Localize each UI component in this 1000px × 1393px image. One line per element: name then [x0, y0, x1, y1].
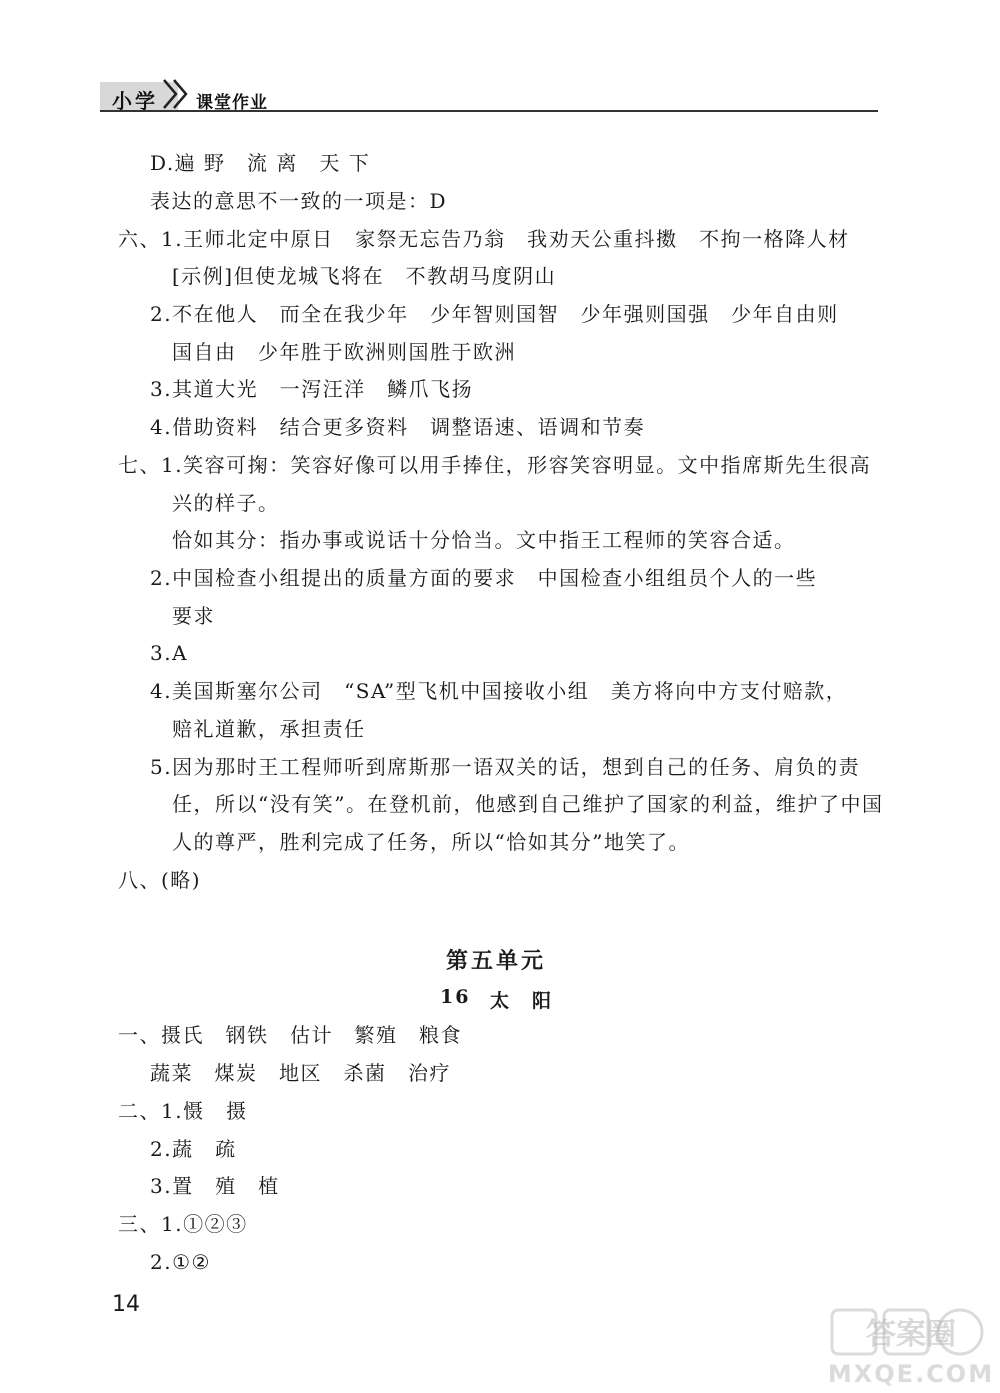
answer-line-section-three: 三、1.①②③ [118, 1212, 248, 1236]
answer-line-section-seven: 七、1.笑容可掬：笑容好像可以用手捧住，形容笑容明显。文中指席斯先生很高 [118, 453, 872, 477]
answer-line: 2.蔬 疏 [150, 1137, 237, 1161]
answer-line: 要求 [172, 604, 215, 628]
answer-line-section-two: 二、1.慑 摄 [118, 1099, 248, 1123]
svg-text:MXQE.COM: MXQE.COM [827, 1360, 995, 1388]
answer-line-d: D.遍 野 流 离 天 下 [150, 151, 371, 175]
answer-line: 3.其道大光 一泻汪洋 鳞爪飞扬 [150, 377, 474, 401]
header-grade-label: 小学 [112, 89, 158, 113]
lesson-number: 16 [440, 986, 471, 1008]
answer-line: 3.置 殖 植 [150, 1174, 280, 1198]
answer-line: 国自由 少年胜于欧洲则国胜于欧洲 [172, 340, 516, 364]
answer-line: 兴的样子。 [172, 491, 280, 515]
answer-line-section-six: 六、1.王师北定中原日 家祭无忘告乃翁 我劝天公重抖擞 不拘一格降人材 [118, 227, 850, 251]
page-number: 14 [112, 1292, 140, 1317]
answer-line-section-eight: 八、(略) [118, 868, 202, 892]
answer-line-section-one: 一、摄氏 钢铁 估计 繁殖 粮食 [118, 1023, 462, 1047]
answer-line: 人的尊严，胜利完成了任务，所以“恰如其分”地笑了。 [172, 830, 690, 854]
answer-line: 3.A [150, 641, 189, 665]
header-rule [100, 110, 878, 112]
answer-line: 任，所以“没有笑”。在登机前，他感到自己维护了国家的利益，维护了中国 [172, 792, 884, 816]
answer-line: 赔礼道歉，承担责任 [172, 717, 366, 741]
lesson-title: 太 阳 [490, 990, 554, 1012]
answer-line: 蔬菜 煤炭 地区 杀菌 治疗 [150, 1061, 451, 1085]
answer-line: 5.因为那时王工程师听到席斯那一语双关的话，想到自己的任务、肩负的责 [150, 755, 861, 779]
answer-line: 表达的意思不一致的一项是：D [150, 189, 448, 213]
answer-line: 2.①② [150, 1250, 211, 1274]
watermark-logo [826, 1306, 996, 1390]
header-book-title: 课堂作业 [196, 93, 268, 113]
answer-line: 4.美国斯塞尔公司 “SA”型飞机中国接收小组 美方将向中方支付赔款， [150, 679, 848, 703]
svg-text:答案圈: 答案圈 [866, 1317, 956, 1352]
double-chevron-icon [160, 76, 194, 112]
answer-line: 恰如其分：指办事或说话十分恰当。文中指王工程师的笑容合适。 [172, 528, 796, 552]
answer-line: 4.借助资料 结合更多资料 调整语速、语调和节奏 [150, 415, 646, 439]
unit-title: 第五单元 [446, 949, 547, 974]
answer-line: 2.不在他人 而全在我少年 少年智则国智 少年强则国强 少年自由则 [150, 302, 839, 326]
answer-line: 2.中国检查小组提出的质量方面的要求 中国检查小组组员个人的一些 [150, 566, 818, 590]
answer-line: [示例]但使龙城飞将在 不教胡马度阴山 [172, 264, 557, 288]
